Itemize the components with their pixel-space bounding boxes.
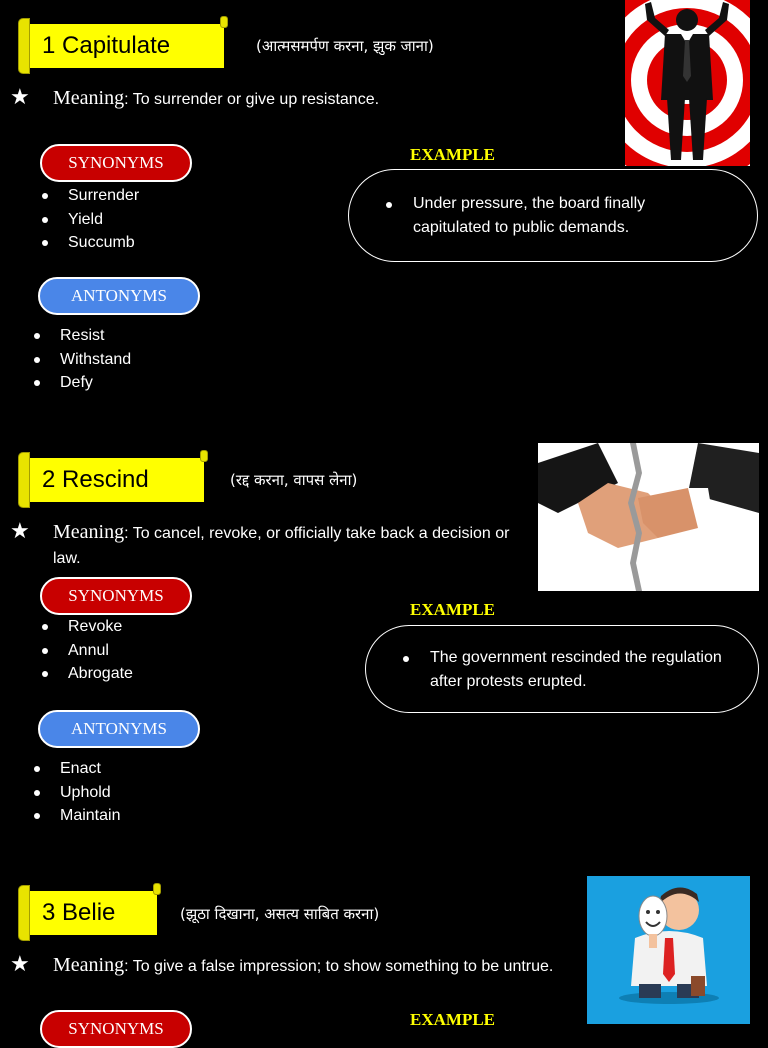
word-title-banner: [24, 24, 224, 68]
antonyms-list: [32, 757, 120, 828]
meaning-label: Meaning: [53, 87, 125, 109]
example-label: EXAMPLE: [410, 600, 495, 619]
synonyms-list: [40, 184, 139, 255]
star-icon: ★: [10, 519, 30, 544]
antonyms-pill: ANTONYMS: [38, 277, 200, 315]
meaning-row: [10, 86, 530, 112]
list-item: Resist: [32, 324, 131, 348]
synonyms-pill: SYNONYMS: [40, 1010, 192, 1048]
meaning-text: : To surrender or give up resistance.: [124, 91, 380, 108]
antonyms-list: [32, 324, 131, 395]
word-title: 1 Capitulate: [42, 32, 171, 59]
list-item: Yield: [40, 208, 139, 232]
list-item: Enact: [32, 757, 120, 781]
torn-handshake-photo: [538, 443, 759, 591]
hindi-translation: (आत्मसमर्पण करना, झुक जाना): [256, 37, 434, 55]
meaning-label: Meaning: [53, 521, 125, 543]
list-item: Maintain: [32, 804, 120, 828]
list-item: Uphold: [32, 781, 120, 805]
list-item: Abrogate: [40, 662, 133, 686]
hindi-translation: (झूठा दिखाना, असत्य साबित करना): [180, 905, 380, 923]
meaning-label: Meaning: [53, 954, 125, 976]
list-item: Withstand: [32, 348, 131, 372]
meaning-text: : To cancel, revoke, or officially take back a decision or law.: [53, 525, 510, 567]
hindi-translation: (रद्द करना, वापस लेना): [230, 471, 358, 489]
synonyms-list: [40, 615, 133, 686]
example-label: EXAMPLE: [410, 1010, 495, 1029]
antonyms-pill: ANTONYMS: [38, 710, 200, 748]
synonyms-pill: SYNONYMS: [40, 144, 192, 182]
bullet: [403, 656, 409, 662]
word-title-banner: [24, 458, 204, 502]
word-title: 2 Rescind: [42, 466, 149, 493]
meaning-row: [10, 520, 520, 571]
meaning-text: : To give a false impression; to show something to be untrue.: [124, 958, 554, 975]
surrender-target-illustration: [625, 0, 750, 166]
example-text: The government rescinded the regulation after protests erupted.: [430, 649, 722, 690]
list-item: Surrender: [40, 184, 139, 208]
example-box: [348, 169, 758, 262]
example-label: EXAMPLE: [410, 145, 495, 164]
list-item: Revoke: [40, 615, 133, 639]
mask-businessman-illustration: [587, 876, 750, 1024]
list-item: Annul: [40, 639, 133, 663]
example-box: [365, 625, 759, 713]
star-icon: ★: [10, 952, 30, 977]
synonyms-pill: SYNONYMS: [40, 577, 192, 615]
list-item: Succumb: [40, 231, 139, 255]
meaning-row: [10, 953, 575, 979]
list-item: Defy: [32, 371, 131, 395]
star-icon: ★: [10, 85, 30, 110]
word-title: 3 Belie: [42, 899, 116, 926]
bullet: [386, 202, 392, 208]
example-text: Under pressure, the board finally capitulated to public demands.: [413, 195, 646, 236]
word-title-banner: [24, 891, 157, 935]
